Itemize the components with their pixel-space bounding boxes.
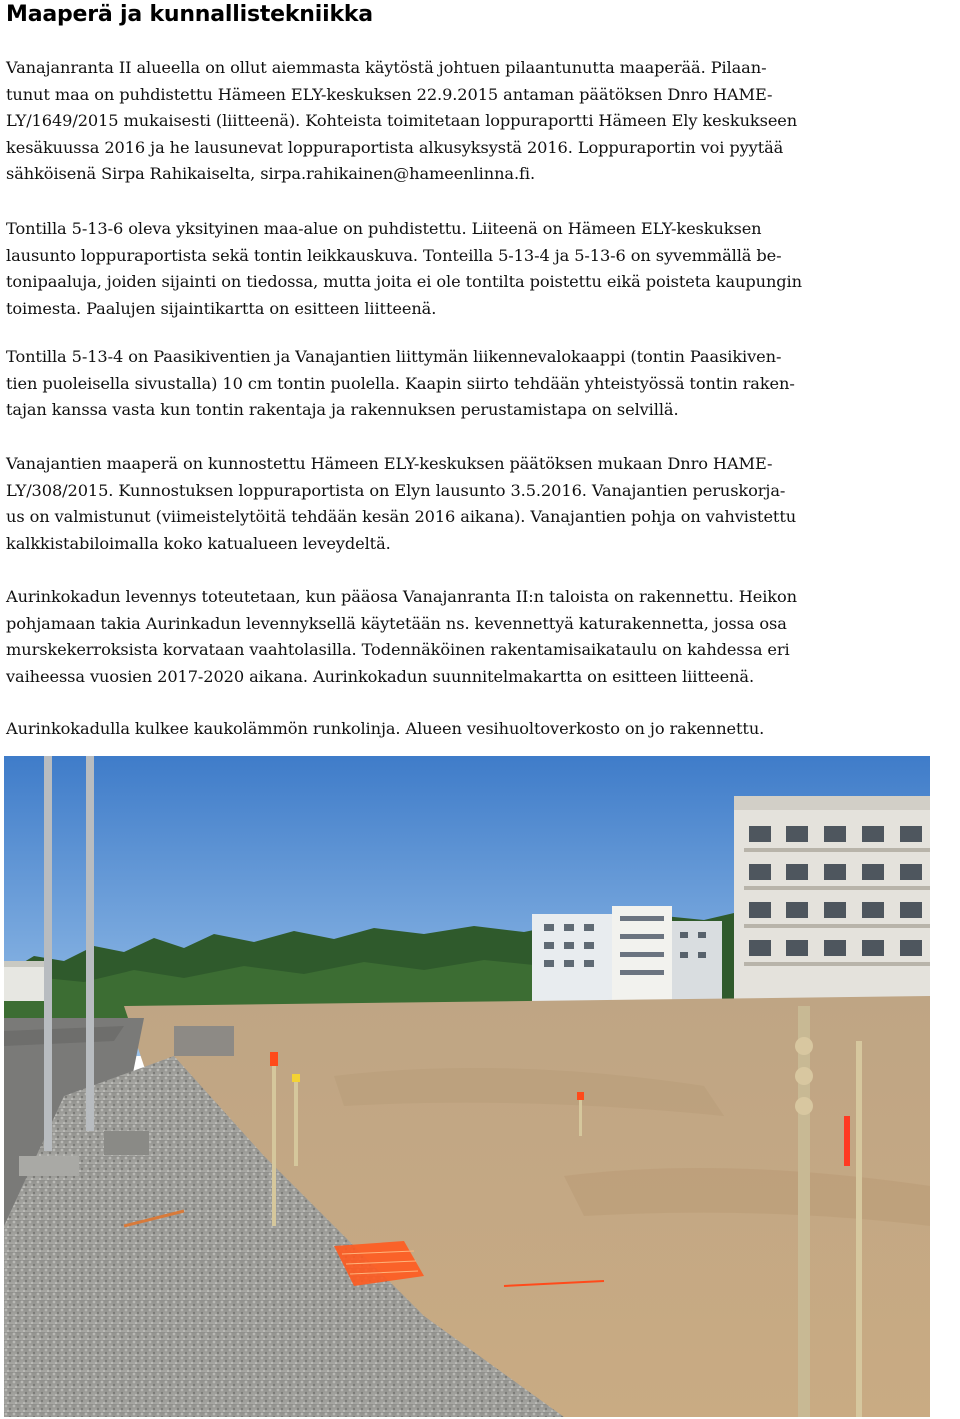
stake <box>856 1041 862 1417</box>
text-line: toimesta. Paalujen sijaintikartta on esitteen liitteenä. <box>6 298 437 318</box>
text-line: tunut maa on puhdistettu Hämeen ELY-keskuksen 22.9.2015 antaman päätöksen Dnro HAME- <box>6 84 773 104</box>
pole <box>86 756 94 1131</box>
large-building-right <box>734 796 930 1026</box>
text-line: kesäkuussa 2016 ja he lausunevat loppuraportista alkusyksystä 2016. Loppuraportin voi pyytää <box>6 137 784 157</box>
text-line: Aurinkokadulla kulkee kaukolämmön runkolinja. Alueen vesihuoltoverkosto on jo rakennettu. <box>6 719 765 738</box>
text-line: tajan kanssa vasta kun tontin rakentaja ja rakennuksen perustamistapa on selvillä. <box>6 400 679 419</box>
stake <box>579 1096 582 1136</box>
text-line: LY/308/2015. Kunnostuksen loppuraportista on Elyn lausunto 3.5.2016. Vanajantien peruskorja- <box>6 480 786 500</box>
text-line: lausunto loppuraportista sekä tontin leikkauskuva. Tonteilla 5-13-4 ja 5-13-6 on syvemmällä be- <box>6 245 782 265</box>
text-line: tien puoleisella sivustalla) 10 cm tontin puolella. Kaapin siirto tehdään yhteistyössä tontin raken- <box>6 373 795 393</box>
text-line: LY/1649/2015 mukaisesti (liitteenä). Kohteista toimitetaan loppuraportti Hämeen Ely keskukseen <box>6 111 798 130</box>
text-line: tonipaaluja, joiden sijainti on tiedossa, mutta joita ei ole tontilta poistettu eikä poisteta kaupungin <box>6 272 802 291</box>
stake <box>272 1056 276 1226</box>
text-line: Tontilla 5-13-4 on Paasikiventien ja Vanajantien liittymän liikennevalokaappi (tontin Paasikiven- <box>6 347 782 366</box>
text-line: kalkkistabiloimalla koko katualueen leveydeltä. <box>6 533 391 553</box>
text-line: pohjamaan takia Aurinkadun levennyksellä käytetään ns. kevennettyä katurakennetta, jossa osa <box>6 613 787 633</box>
paragraph-aurinkokatu <box>6 584 954 690</box>
construction-site-photo <box>4 756 930 1417</box>
paragraph-soil-cleanup <box>6 55 954 188</box>
text-line: Tontilla 5-13-6 oleva yksityinen maa-alue on puhdistettu. Liiteenä on Hämeen ELY-keskuksen <box>6 219 762 238</box>
text-line: vaiheessa vuosien 2017-2020 aikana. Aurinkokadun suunnitelmakartta on esitteen liitteenä. <box>6 666 755 686</box>
paragraph-vanajantie <box>6 451 954 557</box>
page-title: Maaperä ja kunnallistekniikka <box>6 2 373 27</box>
paragraph-district-heating <box>6 716 954 743</box>
text-line: Vanajanranta II alueella on ollut aiemmasta käytöstä johtuen pilaantunutta maaperää. Pilaan- <box>6 58 767 77</box>
paragraph-traffic-light-cabinet <box>6 344 954 424</box>
text-line: Aurinkokadun levennys toteutetaan, kun pääosa Vanajanranta II:n taloista on rakennettu. Heikon <box>6 587 797 606</box>
text-line: us on valmistunut (viimeistelytöitä tehdään kesän 2016 aikana). Vanajantien pohja on vahvistettu <box>6 507 797 526</box>
paragraph-plot-5-13-6 <box>6 216 954 322</box>
stake <box>294 1076 298 1166</box>
text-line: Vanajantien maaperä on kunnostettu Hämeen ELY-keskuksen päätöksen mukaan Dnro HAME- <box>6 454 773 473</box>
text-line: sähköisenä Sirpa Rahikaiselta, sirpa.rahikainen@hameenlinna.fi. <box>6 164 536 183</box>
pole <box>44 756 52 1151</box>
text-line: murskekerroksista korvataan vaahtolasilla. Todennäköinen rakentamisaikataulu on kahdessa eri <box>6 640 790 659</box>
